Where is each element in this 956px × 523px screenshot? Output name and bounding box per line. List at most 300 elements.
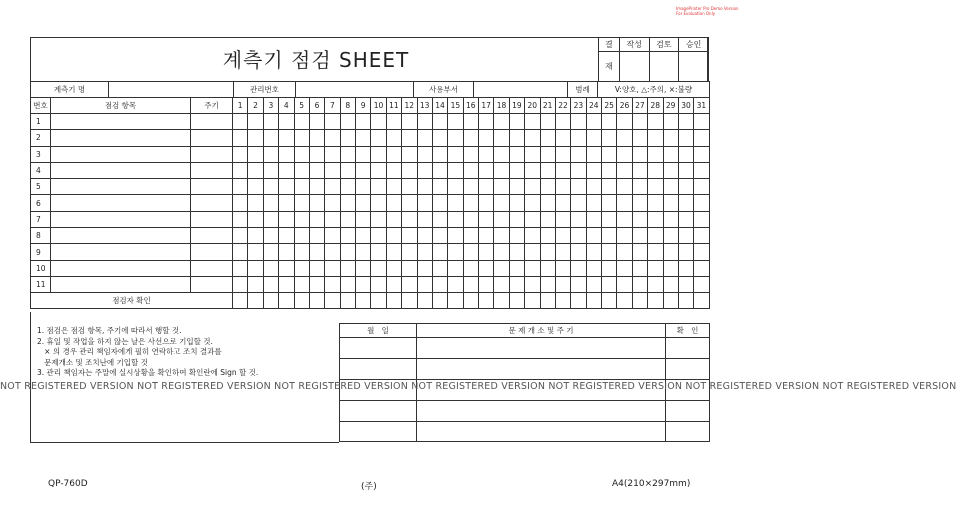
approval-sign-approver[interactable] [679,52,709,82]
day-cell[interactable] [294,276,309,292]
day-cell[interactable] [325,276,340,292]
day-cell[interactable] [294,228,309,244]
day-cell[interactable] [540,244,555,260]
day-cell[interactable] [571,276,586,292]
day-cell[interactable] [555,179,570,195]
day-cell[interactable] [248,162,263,178]
day-cell[interactable] [263,179,278,195]
day-cell[interactable] [356,244,371,260]
day-cell[interactable] [617,130,632,146]
day-cell[interactable] [632,244,647,260]
day-cell[interactable] [417,146,432,162]
day-cell[interactable] [233,130,248,146]
day-cell[interactable] [263,114,278,130]
day-cell[interactable] [555,130,570,146]
day-cell[interactable] [432,228,447,244]
cycle-cell[interactable] [191,195,233,211]
day-cell[interactable] [325,211,340,227]
day-cell[interactable] [694,130,709,146]
day-cell[interactable] [417,211,432,227]
day-cell[interactable] [340,146,355,162]
day-cell[interactable] [479,228,494,244]
confirm-cell[interactable] [233,293,248,309]
day-cell[interactable] [602,211,617,227]
day-cell[interactable] [402,228,417,244]
day-cell[interactable] [432,114,447,130]
day-cell[interactable] [248,130,263,146]
day-cell[interactable] [325,179,340,195]
day-cell[interactable] [340,114,355,130]
day-cell[interactable] [233,195,248,211]
day-cell[interactable] [325,146,340,162]
day-cell[interactable] [694,114,709,130]
day-cell[interactable] [402,211,417,227]
approval-sign-reviewer[interactable] [649,52,679,82]
day-cell[interactable] [309,114,324,130]
day-cell[interactable] [233,146,248,162]
day-cell[interactable] [248,276,263,292]
day-cell[interactable] [386,276,401,292]
day-cell[interactable] [248,179,263,195]
day-cell[interactable] [448,228,463,244]
day-cell[interactable] [325,228,340,244]
day-cell[interactable] [263,228,278,244]
day-cell[interactable] [632,195,647,211]
day-cell[interactable] [479,195,494,211]
day-cell[interactable] [555,228,570,244]
confirm-cell[interactable] [463,293,478,309]
issue-cell[interactable] [417,359,666,380]
day-cell[interactable] [586,114,601,130]
day-cell[interactable] [386,195,401,211]
day-cell[interactable] [509,179,524,195]
day-cell[interactable] [540,276,555,292]
dept-field[interactable] [474,82,568,98]
day-cell[interactable] [279,114,294,130]
day-cell[interactable] [663,260,678,276]
day-cell[interactable] [555,260,570,276]
day-cell[interactable] [432,179,447,195]
day-cell[interactable] [263,244,278,260]
day-cell[interactable] [663,228,678,244]
day-cell[interactable] [248,211,263,227]
day-cell[interactable] [663,179,678,195]
day-cell[interactable] [432,244,447,260]
day-cell[interactable] [509,146,524,162]
day-cell[interactable] [602,114,617,130]
day-cell[interactable] [555,114,570,130]
day-cell[interactable] [402,130,417,146]
day-cell[interactable] [402,260,417,276]
day-cell[interactable] [694,276,709,292]
day-cell[interactable] [263,260,278,276]
day-cell[interactable] [402,114,417,130]
day-cell[interactable] [571,244,586,260]
day-cell[interactable] [617,179,632,195]
day-cell[interactable] [663,195,678,211]
confirm-cell[interactable] [586,293,601,309]
day-cell[interactable] [694,146,709,162]
day-cell[interactable] [602,244,617,260]
day-cell[interactable] [678,162,693,178]
day-cell[interactable] [263,162,278,178]
day-cell[interactable] [494,244,509,260]
day-cell[interactable] [494,179,509,195]
day-cell[interactable] [309,195,324,211]
day-cell[interactable] [694,228,709,244]
day-cell[interactable] [463,211,478,227]
day-cell[interactable] [340,195,355,211]
day-cell[interactable] [479,179,494,195]
issue-cell[interactable] [417,401,666,422]
item-cell[interactable] [51,228,191,244]
day-cell[interactable] [648,260,663,276]
day-cell[interactable] [448,114,463,130]
day-cell[interactable] [325,260,340,276]
confirm-cell[interactable] [432,293,447,309]
day-cell[interactable] [448,244,463,260]
day-cell[interactable] [509,244,524,260]
day-cell[interactable] [279,195,294,211]
day-cell[interactable] [432,130,447,146]
day-cell[interactable] [479,146,494,162]
day-cell[interactable] [417,244,432,260]
day-cell[interactable] [432,211,447,227]
day-cell[interactable] [417,179,432,195]
day-cell[interactable] [371,146,386,162]
day-cell[interactable] [586,195,601,211]
day-cell[interactable] [248,146,263,162]
day-cell[interactable] [632,211,647,227]
day-cell[interactable] [248,114,263,130]
day-cell[interactable] [356,195,371,211]
day-cell[interactable] [509,195,524,211]
day-cell[interactable] [648,244,663,260]
day-cell[interactable] [386,146,401,162]
day-cell[interactable] [571,228,586,244]
day-cell[interactable] [678,244,693,260]
day-cell[interactable] [663,162,678,178]
confirm-cell[interactable] [371,293,386,309]
day-cell[interactable] [448,211,463,227]
day-cell[interactable] [540,195,555,211]
cycle-cell[interactable] [191,179,233,195]
day-cell[interactable] [571,211,586,227]
day-cell[interactable] [494,228,509,244]
day-cell[interactable] [694,195,709,211]
day-cell[interactable] [448,179,463,195]
day-cell[interactable] [463,162,478,178]
day-cell[interactable] [509,114,524,130]
day-cell[interactable] [263,276,278,292]
day-cell[interactable] [432,162,447,178]
day-cell[interactable] [632,276,647,292]
day-cell[interactable] [340,162,355,178]
day-cell[interactable] [540,211,555,227]
day-cell[interactable] [648,195,663,211]
day-cell[interactable] [371,228,386,244]
day-cell[interactable] [432,195,447,211]
day-cell[interactable] [294,146,309,162]
issue-cell[interactable] [340,422,417,442]
day-cell[interactable] [356,179,371,195]
day-cell[interactable] [694,244,709,260]
day-cell[interactable] [294,211,309,227]
confirm-cell[interactable] [294,293,309,309]
day-cell[interactable] [617,162,632,178]
confirm-cell[interactable] [402,293,417,309]
day-cell[interactable] [694,179,709,195]
day-cell[interactable] [356,276,371,292]
day-cell[interactable] [586,276,601,292]
day-cell[interactable] [555,162,570,178]
day-cell[interactable] [340,276,355,292]
day-cell[interactable] [263,195,278,211]
issue-cell[interactable] [666,338,710,359]
day-cell[interactable] [648,276,663,292]
day-cell[interactable] [617,195,632,211]
day-cell[interactable] [463,244,478,260]
day-cell[interactable] [602,228,617,244]
day-cell[interactable] [571,162,586,178]
day-cell[interactable] [694,211,709,227]
day-cell[interactable] [340,179,355,195]
day-cell[interactable] [509,276,524,292]
issue-cell[interactable] [417,338,666,359]
day-cell[interactable] [294,244,309,260]
day-cell[interactable] [233,276,248,292]
day-cell[interactable] [386,228,401,244]
day-cell[interactable] [602,195,617,211]
day-cell[interactable] [309,276,324,292]
day-cell[interactable] [402,179,417,195]
day-cell[interactable] [448,130,463,146]
item-cell[interactable] [51,211,191,227]
day-cell[interactable] [279,146,294,162]
day-cell[interactable] [448,260,463,276]
day-cell[interactable] [540,228,555,244]
day-cell[interactable] [356,211,371,227]
cycle-cell[interactable] [191,228,233,244]
confirm-cell[interactable] [325,293,340,309]
day-cell[interactable] [602,146,617,162]
day-cell[interactable] [678,228,693,244]
day-cell[interactable] [648,130,663,146]
day-cell[interactable] [356,114,371,130]
day-cell[interactable] [463,179,478,195]
day-cell[interactable] [263,211,278,227]
day-cell[interactable] [463,195,478,211]
day-cell[interactable] [279,130,294,146]
day-cell[interactable] [479,260,494,276]
day-cell[interactable] [356,260,371,276]
day-cell[interactable] [663,146,678,162]
issue-cell[interactable] [340,338,417,359]
day-cell[interactable] [663,130,678,146]
item-cell[interactable] [51,179,191,195]
day-cell[interactable] [479,162,494,178]
issue-cell[interactable] [340,359,417,380]
day-cell[interactable] [586,146,601,162]
day-cell[interactable] [248,260,263,276]
day-cell[interactable] [663,114,678,130]
day-cell[interactable] [386,211,401,227]
day-cell[interactable] [417,260,432,276]
mgmt-number-field[interactable] [296,82,414,98]
day-cell[interactable] [309,211,324,227]
day-cell[interactable] [663,244,678,260]
cycle-cell[interactable] [191,260,233,276]
item-cell[interactable] [51,146,191,162]
day-cell[interactable] [479,130,494,146]
day-cell[interactable] [571,114,586,130]
day-cell[interactable] [540,146,555,162]
day-cell[interactable] [617,211,632,227]
day-cell[interactable] [509,130,524,146]
day-cell[interactable] [233,211,248,227]
day-cell[interactable] [294,179,309,195]
day-cell[interactable] [678,146,693,162]
day-cell[interactable] [371,195,386,211]
day-cell[interactable] [263,146,278,162]
day-cell[interactable] [463,276,478,292]
day-cell[interactable] [309,146,324,162]
day-cell[interactable] [648,228,663,244]
day-cell[interactable] [571,179,586,195]
day-cell[interactable] [371,260,386,276]
day-cell[interactable] [309,228,324,244]
item-cell[interactable] [51,114,191,130]
day-cell[interactable] [678,260,693,276]
day-cell[interactable] [309,179,324,195]
day-cell[interactable] [432,276,447,292]
confirm-cell[interactable] [571,293,586,309]
day-cell[interactable] [663,276,678,292]
day-cell[interactable] [340,260,355,276]
day-cell[interactable] [617,228,632,244]
confirm-cell[interactable] [678,293,693,309]
day-cell[interactable] [602,276,617,292]
cycle-cell[interactable] [191,162,233,178]
day-cell[interactable] [571,146,586,162]
day-cell[interactable] [233,162,248,178]
confirm-cell[interactable] [555,293,570,309]
day-cell[interactable] [463,146,478,162]
day-cell[interactable] [340,244,355,260]
instrument-field[interactable] [109,82,234,98]
day-cell[interactable] [356,162,371,178]
day-cell[interactable] [279,260,294,276]
day-cell[interactable] [402,276,417,292]
day-cell[interactable] [325,244,340,260]
day-cell[interactable] [632,130,647,146]
day-cell[interactable] [555,276,570,292]
day-cell[interactable] [602,260,617,276]
day-cell[interactable] [509,260,524,276]
day-cell[interactable] [402,162,417,178]
confirm-cell[interactable] [663,293,678,309]
day-cell[interactable] [233,228,248,244]
day-cell[interactable] [386,179,401,195]
day-cell[interactable] [525,179,540,195]
item-cell[interactable] [51,130,191,146]
day-cell[interactable] [309,130,324,146]
day-cell[interactable] [617,114,632,130]
day-cell[interactable] [309,260,324,276]
confirm-cell[interactable] [248,293,263,309]
day-cell[interactable] [233,179,248,195]
day-cell[interactable] [294,130,309,146]
day-cell[interactable] [402,195,417,211]
item-cell[interactable] [51,260,191,276]
item-cell[interactable] [51,244,191,260]
day-cell[interactable] [325,195,340,211]
day-cell[interactable] [386,162,401,178]
day-cell[interactable] [371,211,386,227]
day-cell[interactable] [494,211,509,227]
day-cell[interactable] [648,146,663,162]
item-cell[interactable] [51,195,191,211]
day-cell[interactable] [402,146,417,162]
day-cell[interactable] [263,130,278,146]
day-cell[interactable] [340,211,355,227]
day-cell[interactable] [494,130,509,146]
day-cell[interactable] [248,195,263,211]
day-cell[interactable] [678,276,693,292]
cycle-cell[interactable] [191,130,233,146]
day-cell[interactable] [509,228,524,244]
day-cell[interactable] [525,260,540,276]
day-cell[interactable] [448,146,463,162]
day-cell[interactable] [356,146,371,162]
issue-cell[interactable] [417,422,666,442]
day-cell[interactable] [525,146,540,162]
day-cell[interactable] [648,211,663,227]
day-cell[interactable] [648,162,663,178]
day-cell[interactable] [494,276,509,292]
day-cell[interactable] [233,260,248,276]
confirm-cell[interactable] [279,293,294,309]
day-cell[interactable] [678,130,693,146]
issue-cell[interactable] [666,422,710,442]
approval-sign-writer[interactable] [619,52,649,82]
day-cell[interactable] [309,162,324,178]
day-cell[interactable] [417,114,432,130]
day-cell[interactable] [494,146,509,162]
day-cell[interactable] [371,114,386,130]
day-cell[interactable] [417,130,432,146]
day-cell[interactable] [525,114,540,130]
day-cell[interactable] [663,211,678,227]
day-cell[interactable] [509,162,524,178]
day-cell[interactable] [294,260,309,276]
confirm-cell[interactable] [417,293,432,309]
day-cell[interactable] [463,228,478,244]
day-cell[interactable] [525,228,540,244]
day-cell[interactable] [340,130,355,146]
issue-cell[interactable] [340,401,417,422]
day-cell[interactable] [525,276,540,292]
day-cell[interactable] [279,276,294,292]
day-cell[interactable] [586,244,601,260]
day-cell[interactable] [571,195,586,211]
confirm-cell[interactable] [340,293,355,309]
day-cell[interactable] [356,130,371,146]
day-cell[interactable] [525,211,540,227]
day-cell[interactable] [694,260,709,276]
day-cell[interactable] [233,114,248,130]
confirm-cell[interactable] [263,293,278,309]
